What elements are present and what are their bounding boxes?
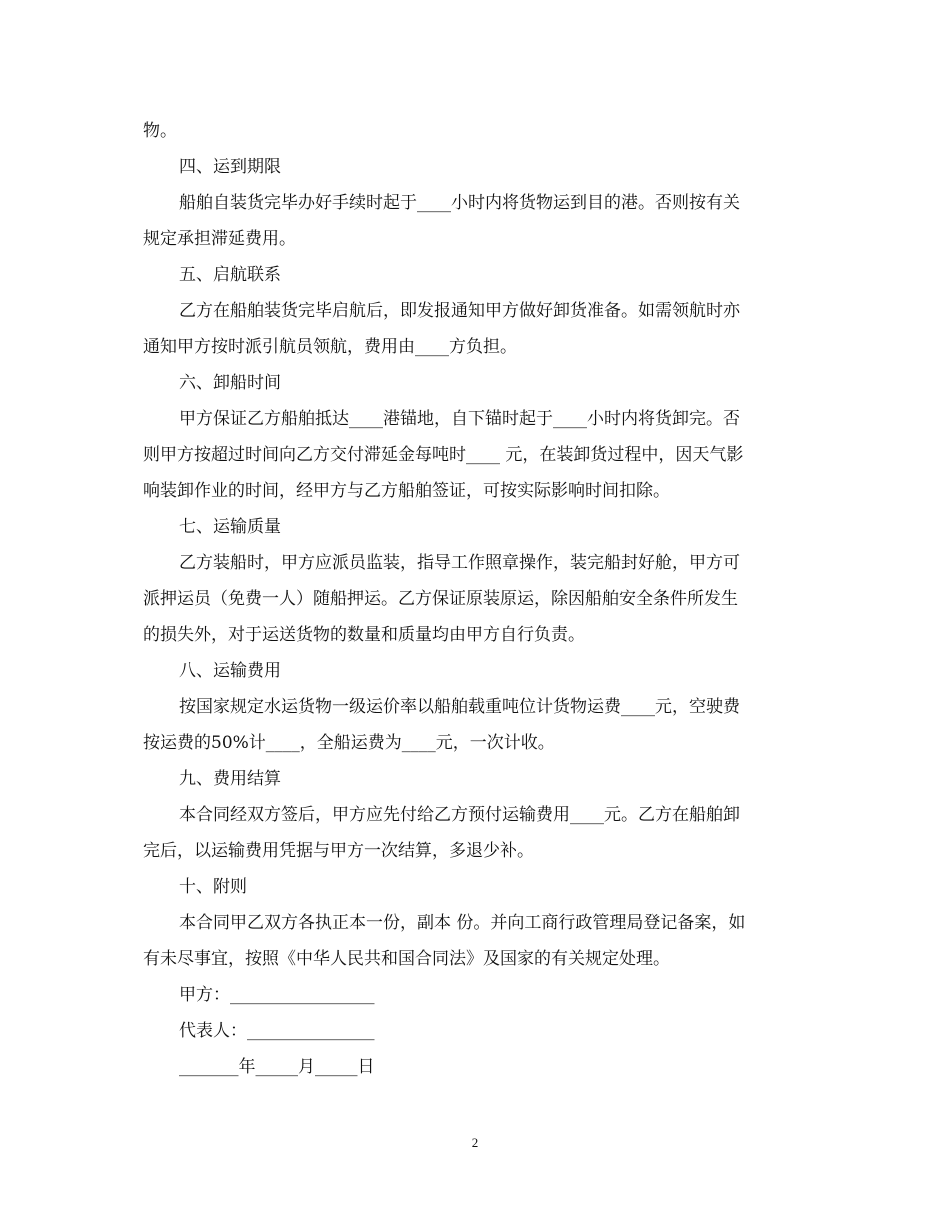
text-line-13: 乙方装船时，甲方应派员监装，指导工作照章操作，装完船封好舱，甲方可	[179, 553, 740, 573]
contract-body	[143, 113, 805, 1085]
text-line-21: 完后，以运输费用凭据与甲方一次结算，多退少补。	[143, 841, 534, 861]
section-heading-9: 九、费用结算	[179, 769, 281, 789]
page-number: 2	[471, 1135, 479, 1150]
text-line-11: 响装卸作业的时间，经甲方与乙方船舶签证，可按实际影响时间扣除。	[143, 481, 670, 501]
text-line-14: 派押运员（免费一人）随船押运。乙方保证原装原运，除因船舶安全条件所发生	[143, 589, 738, 609]
text-line-3: 船舶自装货完毕办好手续时起于____小时内将货物运到目的港。否则按有关	[179, 193, 740, 213]
text-line-23: 本合同甲乙双方各执正本一份，副本 份。并向工商行政管理局登记备案，如	[179, 913, 746, 933]
text-line-10: 则甲方按超过时间向乙方交付滞延金每吨时____ 元，在装卸货过程中，因天气影	[143, 445, 744, 465]
text-line-9: 甲方保证乙方船舶抵达____港锚地，自下锚时起于____小时内将货卸完。否	[179, 409, 740, 429]
text-line-7: 通知甲方按时派引航员领航，费用由____方负担。	[143, 337, 517, 357]
text-line-1: 物。	[143, 121, 177, 141]
section-heading-10: 十、附则	[179, 877, 247, 897]
section-heading-8: 八、运输费用	[179, 661, 281, 681]
text-line-24: 有未尽事宜，按照《中华人民共和国合同法》及国家的有关规定处理。	[143, 949, 670, 969]
section-heading-6: 六、卸船时间	[179, 373, 281, 393]
text-line-18: 按运费的50%计____，全船运费为____元，一次计收。	[143, 733, 555, 753]
section-heading-4: 四、运到期限	[179, 157, 281, 177]
text-line-6: 乙方在船舶装货完毕启航后，即发报通知甲方做好卸货准备。如需领航时亦	[179, 301, 740, 321]
section-heading-7: 七、运输质量	[179, 517, 281, 537]
text-line-20: 本合同经双方签后，甲方应先付给乙方预付运输费用____元。乙方在船舶卸	[179, 805, 740, 825]
date-line: _______年_____月_____日	[179, 1057, 375, 1077]
party-a-signature-line: 甲方：_________________	[179, 985, 375, 1005]
text-line-17: 按国家规定水运货物一级运价率以船舶载重吨位计货物运费____元，空驶费	[179, 697, 740, 717]
text-line-15: 的损失外，对于运送货物的数量和质量均由甲方自行负责。	[143, 625, 585, 645]
representative-signature-line: 代表人：_______________	[179, 1021, 375, 1041]
section-heading-5: 五、启航联系	[179, 265, 281, 285]
text-line-4: 规定承担滞延费用。	[143, 229, 296, 249]
